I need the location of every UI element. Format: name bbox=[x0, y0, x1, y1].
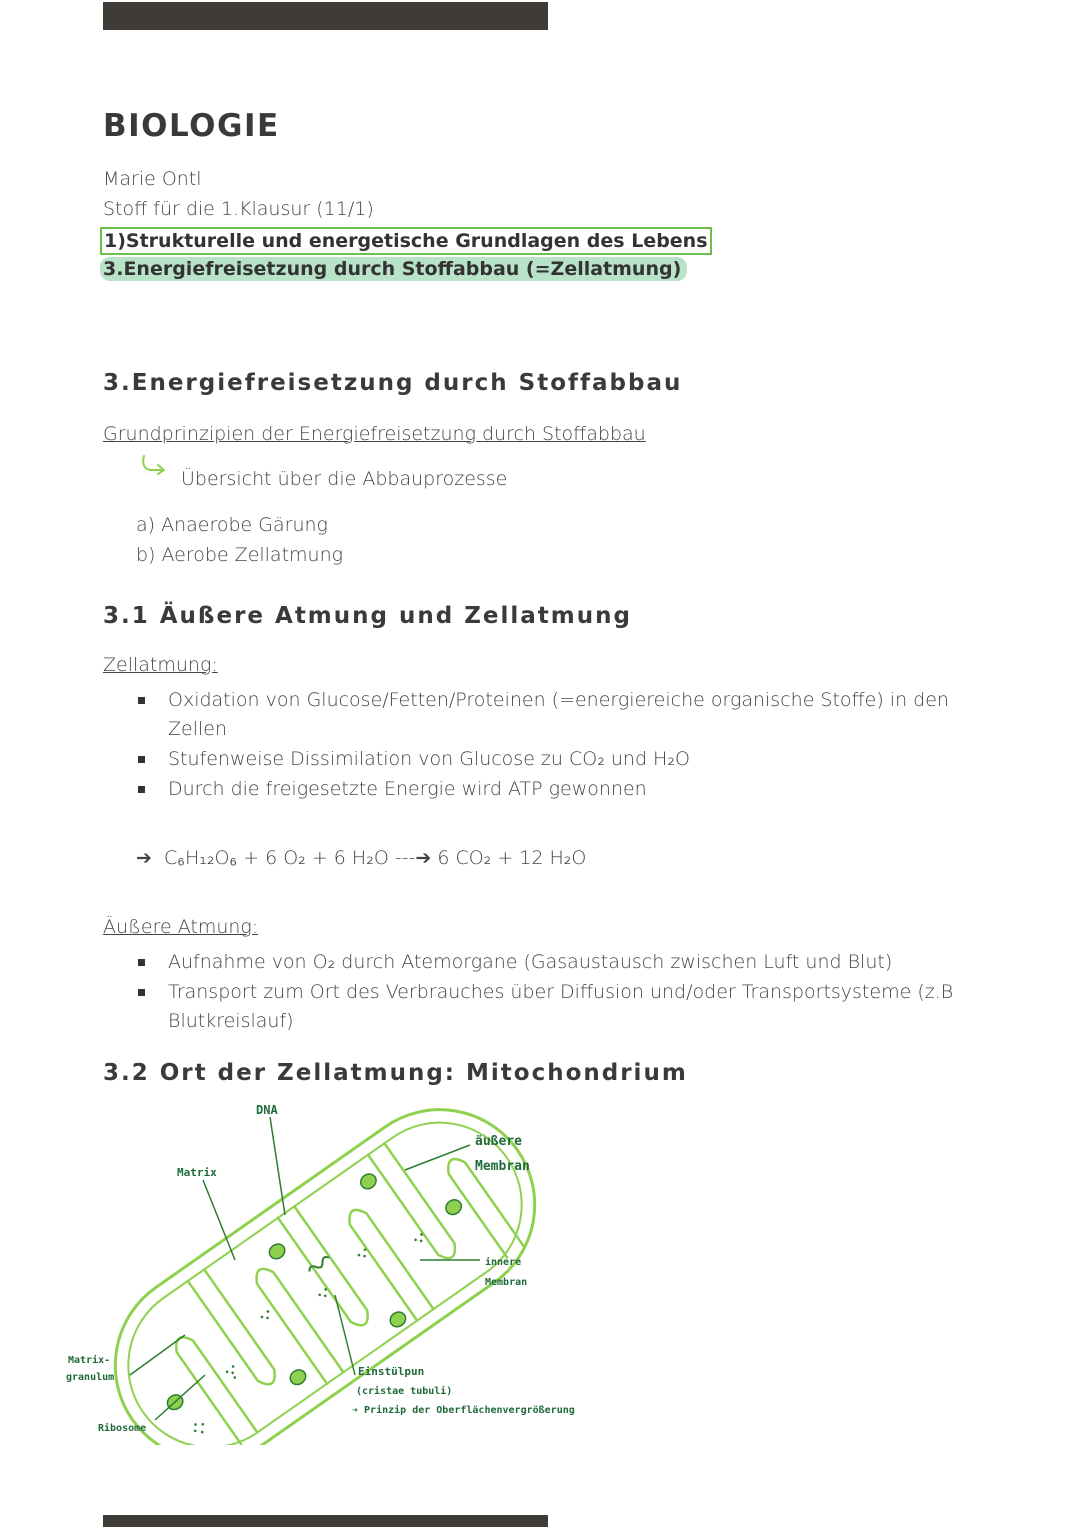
label-granulum-2: granulum bbox=[66, 1372, 115, 1383]
label-folds-2: (cristae tubuli) bbox=[356, 1386, 453, 1397]
matrix-granules bbox=[124, 1139, 498, 1445]
list-item: Oxidation von Glucose/Fetten/Proteinen (=energiereiche organische Stoffe) in den Zellen bbox=[168, 686, 988, 744]
section-3-subheading: Grundprinzipien der Energiefreisetzung durch Stoffabbau bbox=[103, 423, 646, 445]
topic-boxed: 1)Strukturelle und energetische Grundlagen des Lebens bbox=[100, 227, 712, 255]
list-item: Stufenweise Dissimilation von Glucose zu CO₂ und H₂O bbox=[168, 745, 988, 774]
label-folds-3: ➔ Prinzip der Oberflächenvergrößerung bbox=[352, 1405, 575, 1416]
list-item: Transport zum Ort des Verbrauches über Diffusion und/oder Transportsysteme (z.B Blutkreislauf) bbox=[168, 978, 988, 1036]
bullet-square-icon bbox=[138, 959, 145, 966]
label-dna: DNA bbox=[256, 1103, 278, 1117]
section-3-heading: 3.Energiefreisetzung durch Stoffabbau bbox=[103, 370, 683, 396]
aeussere-atmung-label: Äußere Atmung: bbox=[103, 916, 259, 938]
arrow-right-icon: ➔ bbox=[136, 847, 152, 869]
label-matrix: Matrix bbox=[177, 1166, 217, 1179]
section-3-1-heading: 3.1 Äußere Atmung und Zellatmung bbox=[103, 603, 632, 629]
topic-highlighted: 3.Energiefreisetzung durch Stoffabbau (=Zellatmung) bbox=[100, 257, 687, 281]
subject: Stoff für die 1.Klausur (11/1) bbox=[103, 198, 374, 220]
diagram-labels bbox=[66, 1103, 575, 1434]
curved-arrow-icon bbox=[138, 454, 168, 476]
formula-text: C₆H₁₂O₆ + 6 O₂ + 6 H₂O ---➔ 6 CO₂ + 12 H₂O bbox=[164, 847, 587, 869]
zellatmung-label: Zellatmung: bbox=[103, 654, 218, 676]
zellatmung-list bbox=[168, 686, 988, 805]
bullet-square-icon bbox=[138, 756, 145, 763]
section-3-2-heading: 3.2 Ort der Zellatmung: Mitochondrium bbox=[103, 1060, 688, 1086]
bullet-square-icon bbox=[138, 786, 145, 793]
label-inner-1: innere bbox=[485, 1257, 522, 1268]
list-item-b: b) Aerobe Zellatmung bbox=[136, 544, 344, 566]
overview-text: Übersicht über die Abbauprozesse bbox=[181, 468, 508, 490]
bottom-bar bbox=[103, 1515, 548, 1527]
bullet-square-icon bbox=[138, 989, 145, 996]
label-folds-1: Einstülpun bbox=[358, 1365, 425, 1378]
bullet-square-icon bbox=[138, 697, 145, 704]
author: Marie Ontl bbox=[103, 168, 202, 190]
label-granulum-1: Matrix- bbox=[68, 1355, 111, 1366]
aeussere-atmung-list bbox=[168, 948, 988, 1037]
mitochondrium-diagram bbox=[60, 1095, 630, 1445]
label-outer-2: Membran bbox=[475, 1159, 530, 1174]
label-inner-2: Membran bbox=[485, 1277, 528, 1288]
list-item-a: a) Anaerobe Gärung bbox=[136, 514, 328, 536]
formula bbox=[136, 847, 586, 870]
page-title: BIOLOGIE bbox=[103, 108, 280, 144]
label-ribosome: Ribosome bbox=[98, 1423, 147, 1434]
list-item: Durch die freigesetzte Energie wird ATP gewonnen bbox=[168, 775, 988, 804]
top-bar bbox=[103, 2, 548, 30]
list-item: Aufnahme von O₂ durch Atemorgane (Gasaustausch zwischen Luft und Blut) bbox=[168, 948, 988, 977]
label-outer-1: äußere bbox=[475, 1134, 522, 1149]
